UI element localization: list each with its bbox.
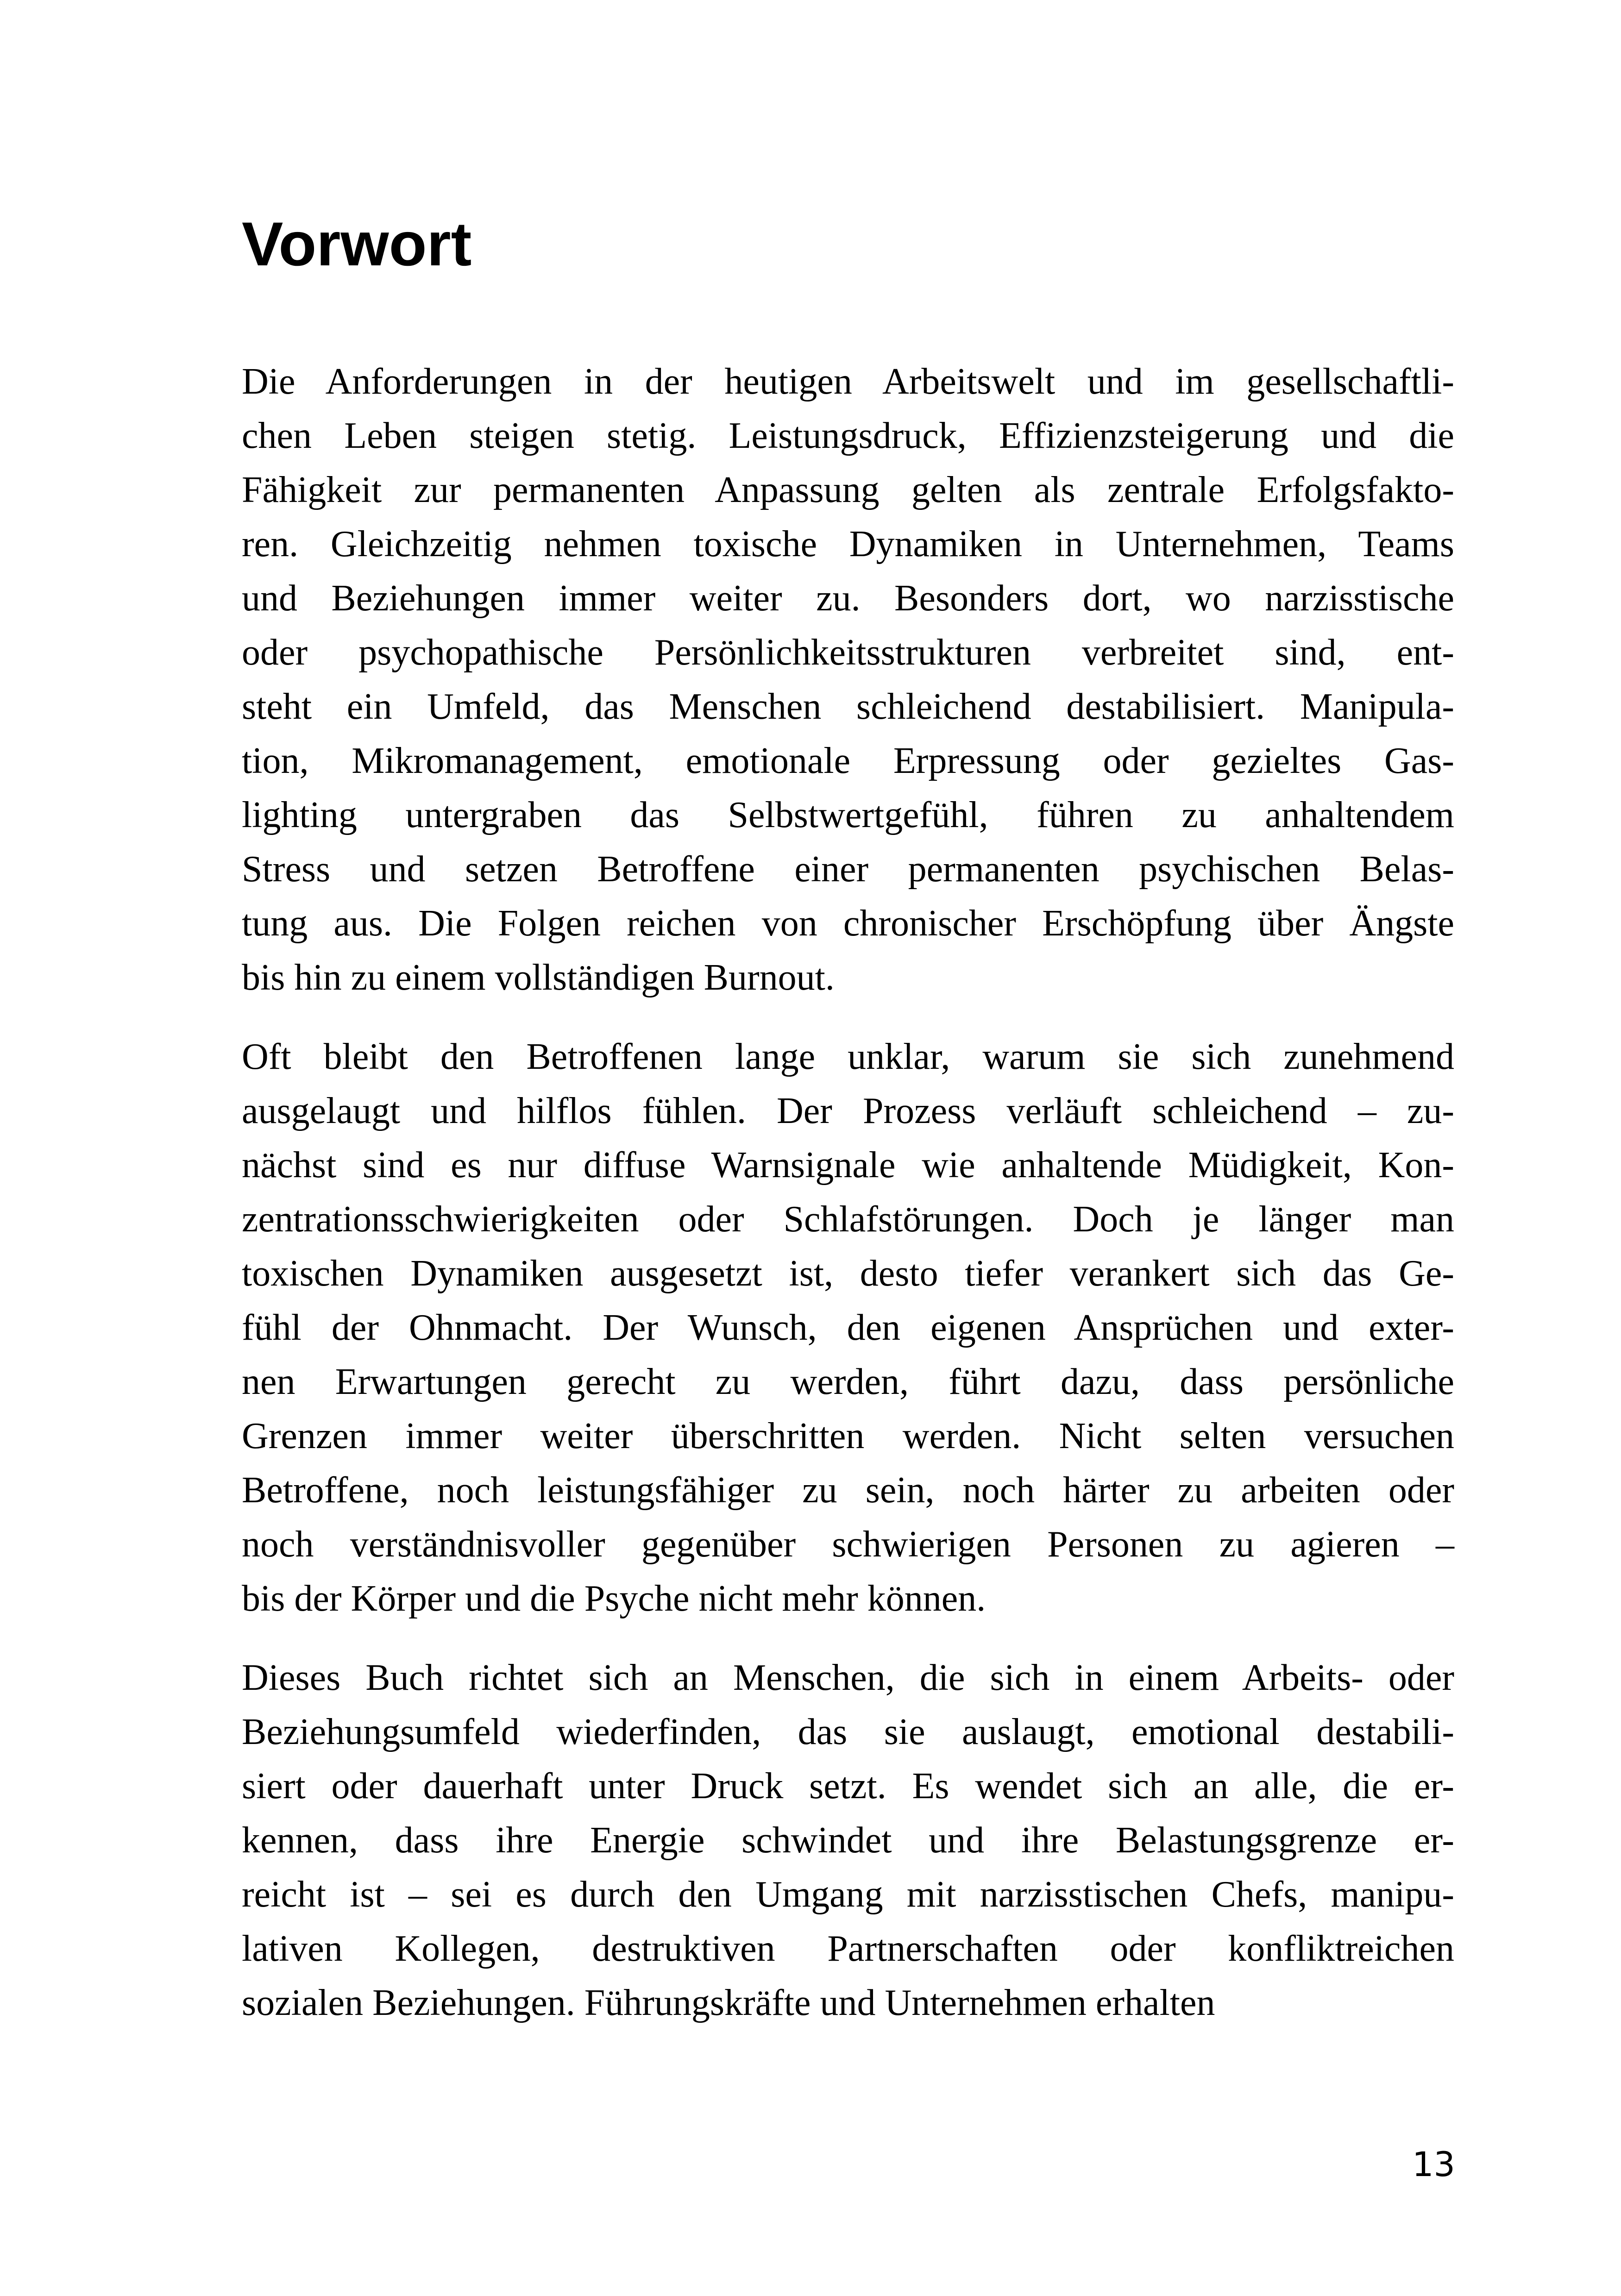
text-line: lighting untergraben das Selbstwertgefühl, führen zu anhaltendem: [242, 795, 1454, 835]
text-line: tung aus. Die Folgen reichen von chronischer Erschöpfung über Ängste: [242, 903, 1454, 944]
text-line: sozialen Beziehungen. Führungskräfte und Unternehmen erhalten: [242, 1982, 1215, 2023]
text-line: nen Erwartungen gerecht zu werden, führt dazu, dass persönliche: [242, 1361, 1454, 1402]
text-line: toxischen Dynamiken ausgesetzt ist, desto tiefer verankert sich das Ge-: [242, 1253, 1454, 1294]
text-line: siert oder dauerhaft unter Druck setzt. Es wendet sich an alle, die er-: [242, 1766, 1454, 1807]
text-line: Oft bleibt den Betroffenen lange unklar, warum sie sich zunehmend: [242, 1036, 1454, 1077]
text-line: ausgelaugt und hilflos fühlen. Der Prozess verläuft schleichend – zu-: [242, 1091, 1454, 1131]
text-line: kennen, dass ihre Energie schwindet und ihre Belastungsgrenze er-: [242, 1820, 1454, 1861]
text-line: Die Anforderungen in der heutigen Arbeitswelt und im gesellschaftli-: [242, 361, 1454, 402]
paragraph: [242, 355, 1454, 1005]
text-line: Grenzen immer weiter überschritten werden. Nicht selten versuchen: [242, 1416, 1454, 1456]
text-line: reicht ist – sei es durch den Umgang mit narzisstischen Chefs, manipu-: [242, 1874, 1454, 1915]
text-line: Beziehungsumfeld wiederfinden, das sie auslaugt, emotional destabili-: [242, 1712, 1454, 1752]
text-line: steht ein Umfeld, das Menschen schleichend destabilisiert. Manipula-: [242, 686, 1454, 727]
paragraph: [242, 1030, 1454, 1626]
text-line: bis der Körper und die Psyche nicht mehr können.: [242, 1578, 986, 1619]
text-line: chen Leben steigen stetig. Leistungsdruck, Effizienzsteigerung und die: [242, 415, 1454, 456]
page-number: 13: [1412, 2145, 1455, 2184]
text-line: bis hin zu einem vollständigen Burnout.: [242, 957, 835, 998]
text-line: lativen Kollegen, destruktiven Partnerschaften oder konfliktreichen: [242, 1928, 1454, 1969]
text-line: Betroffene, noch leistungsfähiger zu sein, noch härter zu arbeiten oder: [242, 1470, 1454, 1511]
text-line: und Beziehungen immer weiter zu. Besonders dort, wo narzisstische: [242, 578, 1454, 619]
body-paragraphs: [242, 355, 1454, 2030]
text-line: ren. Gleichzeitig nehmen toxische Dynamiken in Unternehmen, Teams: [242, 524, 1454, 565]
text-line: fühl der Ohnmacht. Der Wunsch, den eigenen Ansprüchen und exter-: [242, 1307, 1454, 1348]
text-line: oder psychopathische Persönlichkeitsstrukturen verbreitet sind, ent-: [242, 632, 1454, 673]
text-line: tion, Mikromanagement, emotionale Erpressung oder gezieltes Gas-: [242, 740, 1454, 781]
paragraph: [242, 1651, 1454, 2030]
page-title: Vorwort: [242, 210, 472, 279]
text-line: zentrationsschwierigkeiten oder Schlafstörungen. Doch je länger man: [242, 1199, 1454, 1240]
text-line: noch verständnisvoller gegenüber schwierigen Personen zu agieren –: [242, 1524, 1454, 1565]
text-block: [242, 0, 1454, 2030]
text-line: Dieses Buch richtet sich an Menschen, die sich in einem Arbeits- oder: [242, 1657, 1454, 1698]
text-line: Stress und setzen Betroffene einer permanenten psychischen Belas-: [242, 849, 1454, 890]
text-line: nächst sind es nur diffuse Warnsignale wie anhaltende Müdigkeit, Kon-: [242, 1145, 1454, 1186]
text-line: Fähigkeit zur permanenten Anpassung gelten als zentrale Erfolgsfakto-: [242, 470, 1454, 510]
